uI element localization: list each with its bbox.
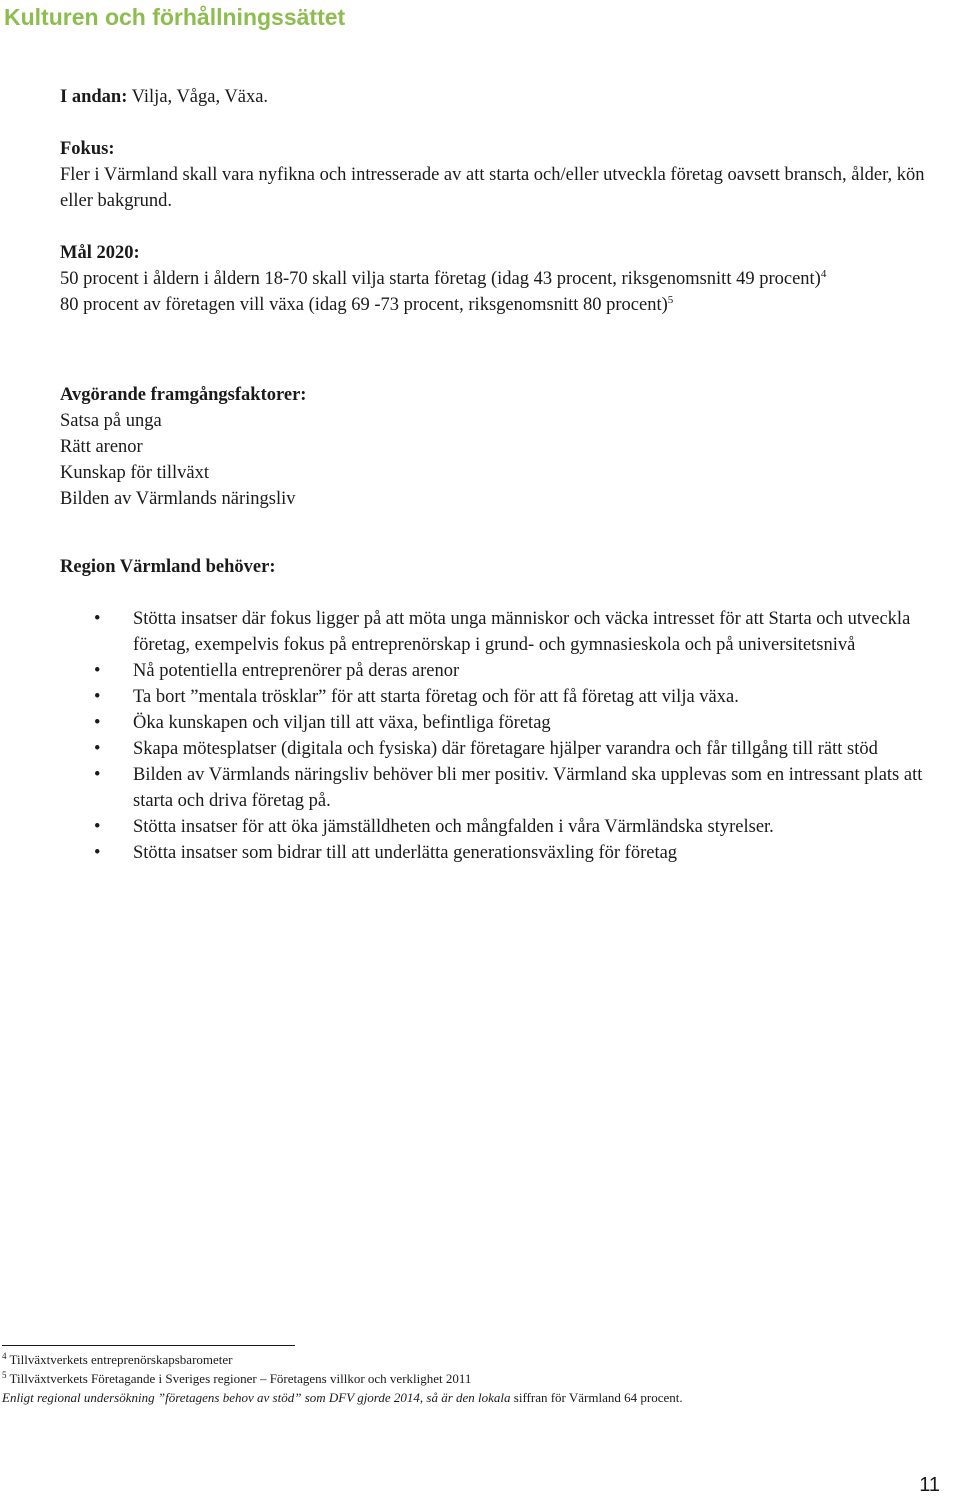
bullet-icon: •: [94, 817, 101, 837]
footnote-4-text: Tillväxtverkets entreprenörskapsbarometer: [6, 1352, 233, 1367]
list-item: [60, 658, 950, 684]
footnote-ref-4: 4: [820, 268, 827, 280]
needs-list: [60, 606, 950, 866]
footnote-4-number: 4: [2, 1351, 7, 1361]
list-item-text: Ta bort ”mentala trösklar” för att starta företag och för att få företag att vilja växa.: [133, 687, 739, 707]
page-number: 11: [919, 1474, 940, 1496]
factors-label: Avgörande framgångsfaktorer:: [60, 385, 307, 405]
factor-item: Rätt arenor: [60, 437, 143, 457]
list-item: [60, 684, 950, 710]
footnote-5-italic: Enligt regional undersökning ”företagens behov av stöd” som DFV gjorde 2014, så är den lokala: [2, 1390, 511, 1405]
needs-label: Region Värmland behöver:: [60, 557, 276, 577]
footnote-5-number: 5: [2, 1370, 7, 1380]
list-item: [60, 814, 950, 840]
list-item-text: Skapa mötesplatser (digitala och fysiska) där företagare hjälper varandra och får tillgång till rätt stöd: [133, 739, 878, 759]
footnotes: [2, 1345, 942, 1407]
goal-line-1-text: 50 procent i åldern i åldern 18-70 skall vilja starta företag (idag 43 procent, riksgenomsnitt 49 procent): [60, 269, 821, 289]
bullet-icon: •: [94, 739, 101, 759]
footnote-5-rest: siffran för Värmland 64 procent.: [510, 1390, 683, 1405]
list-item: [60, 710, 950, 736]
goal-section: [60, 240, 950, 318]
focus-section: [60, 136, 950, 214]
bullet-icon: •: [94, 713, 101, 733]
spirit-line: [60, 84, 950, 110]
list-item: [60, 736, 950, 762]
goal-line-1: [60, 266, 950, 292]
footnote-5-text: Tillväxtverkets Företagande i Sveriges regioner – Företagens villkor och verklighet 2011: [6, 1371, 472, 1386]
goal-line-2-text: 80 procent av företagen vill växa (idag 69 -73 procent, riksgenomsnitt 80 procent): [60, 295, 668, 315]
goal-line-2: [60, 292, 950, 318]
main-content: [60, 84, 950, 866]
bullet-icon: •: [94, 843, 101, 863]
bullet-icon: •: [94, 609, 101, 629]
spirit-label: I andan:: [60, 87, 128, 107]
list-item: [60, 840, 950, 866]
footnote-divider: [2, 1345, 295, 1346]
page-title: Kulturen och förhållningssättet: [4, 4, 346, 30]
footnote-5-note: [2, 1388, 942, 1407]
goal-label: Mål 2020:: [60, 243, 140, 263]
list-item-text: Stötta insatser för att öka jämställdheten och mångfalden i våra Värmländska styrelser.: [133, 817, 774, 837]
factor-item: Satsa på unga: [60, 411, 162, 431]
list-item-text: Stötta insatser som bidrar till att underlätta generationsväxling för företag: [133, 843, 678, 863]
list-item: [60, 762, 950, 814]
list-item-text: Bilden av Värmlands näringsliv behöver bli mer positiv. Värmland ska upplevas som en intressant plats att starta och driva företag på.: [133, 765, 923, 811]
list-item: [60, 606, 950, 658]
bullet-icon: •: [94, 687, 101, 707]
focus-label: Fokus:: [60, 139, 115, 159]
footnote-ref-5: 5: [667, 294, 674, 306]
factor-item: Kunskap för tillväxt: [60, 463, 210, 483]
footnote-4: [2, 1350, 942, 1369]
bullet-icon: •: [94, 661, 101, 681]
footnote-5: [2, 1369, 942, 1388]
needs-section: [60, 554, 950, 866]
focus-text: Fler i Värmland skall vara nyfikna och intresserade av att starta och/eller utveckla företag oavsett bransch, ålder, kön eller bakgrund.: [60, 165, 925, 211]
list-item-text: Öka kunskapen och viljan till att växa, befintliga företag: [133, 713, 551, 733]
spirit-text: Vilja, Våga, Växa.: [127, 87, 269, 107]
bullet-icon: •: [94, 765, 101, 785]
list-item-text: Nå potentiella entreprenörer på deras arenor: [133, 661, 460, 681]
factors-section: [60, 382, 950, 512]
factor-item: Bilden av Värmlands näringsliv: [60, 489, 296, 509]
list-item-text: Stötta insatser där fokus ligger på att möta unga människor och väcka intresset för att Starta och utveckla företag, exempelvis fokus på entreprenörskap i grund- och gymnasieskola och på universitetsnivå: [133, 609, 911, 655]
